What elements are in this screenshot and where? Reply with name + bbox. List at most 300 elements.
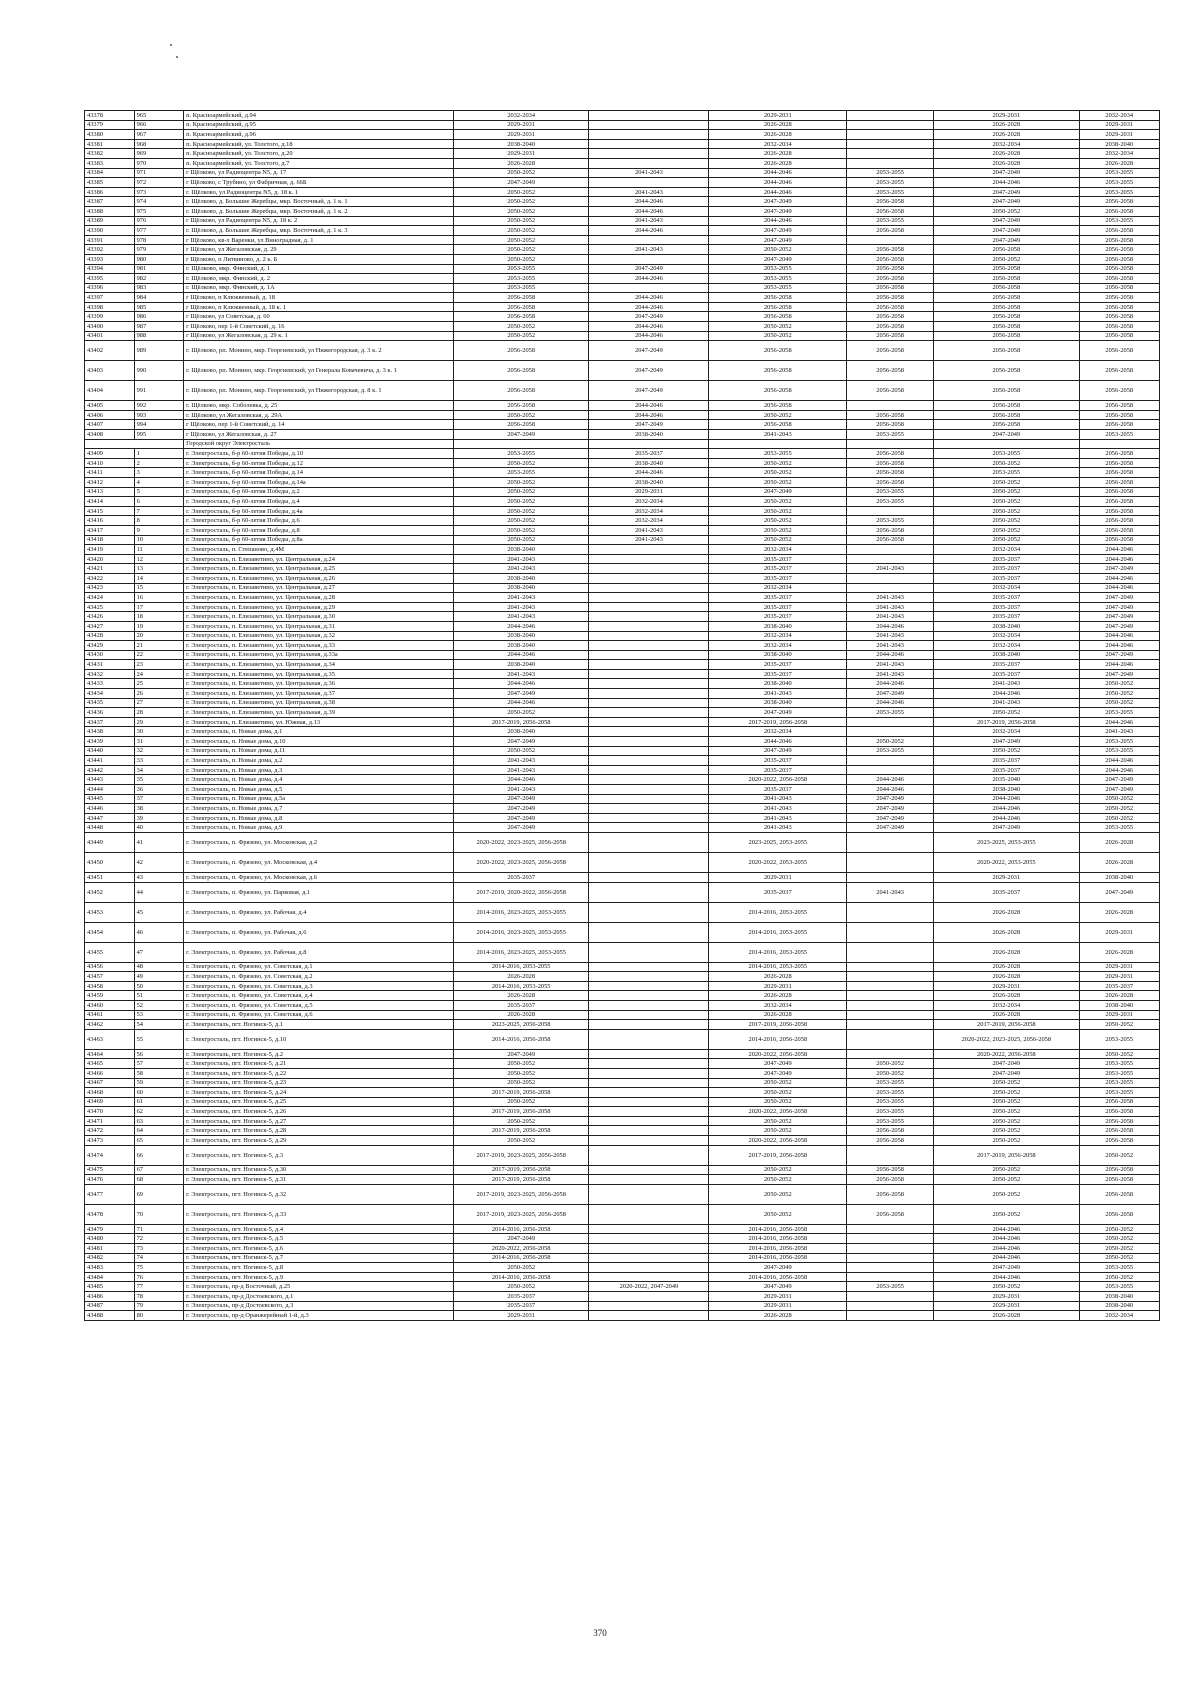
cell-col-e: 2050-2052 <box>934 1107 1079 1117</box>
cell-col-a: 2047-2049 <box>453 823 588 833</box>
cell-col-b <box>589 283 709 293</box>
cell-row-id: 43383 <box>85 158 135 168</box>
cell-col-b: 2032-2034 <box>589 497 709 507</box>
cell-row-id: 43395 <box>85 274 135 284</box>
cell-col-f: 2038-2040 <box>1079 1000 1159 1010</box>
table-row <box>85 274 1160 284</box>
cell-col-d: 2053-2055 <box>847 746 934 756</box>
cell-row-id: 43380 <box>85 130 135 140</box>
table-row <box>85 1244 1160 1254</box>
cell-col-e: 2047-2049 <box>934 1068 1079 1078</box>
cell-row-num: 965 <box>134 111 184 121</box>
cell-address: г. Электросталь, п. Фрязево, ул. Парковая, д.1 <box>184 882 454 902</box>
cell-col-e: 2035-2037 <box>934 573 1079 583</box>
cell-row-id: 43396 <box>85 283 135 293</box>
cell-col-e: 2026-2028 <box>934 962 1079 972</box>
cell-col-b <box>589 1165 709 1175</box>
cell-col-a: 2053-2055 <box>453 283 588 293</box>
cell-row-num: 17 <box>134 602 184 612</box>
cell-col-a: 2014-2016, 2056-2058 <box>453 1272 588 1282</box>
cell-col-c: 2047-2049 <box>709 206 847 216</box>
cell-col-f: 2056-2058 <box>1079 1204 1159 1224</box>
cell-col-c: 2017-2019, 2056-2058 <box>709 717 847 727</box>
table-row <box>85 497 1160 507</box>
cell-col-e: 2035-2037 <box>934 602 1079 612</box>
cell-col-c: 2014-2016, 2056-2058 <box>709 1029 847 1049</box>
cell-row-num: 21 <box>134 641 184 651</box>
cell-col-f: 2047-2049 <box>1079 564 1159 574</box>
cell-col-c: 2056-2058 <box>709 302 847 312</box>
cell-col-b: 2041-2043 <box>589 168 709 178</box>
cell-address: г. Электросталь, п. Елизаветино, ул. Центральная, д.34 <box>184 660 454 670</box>
cell-address: г. Электросталь, п. Фрязево, ул. Московская, д.2 <box>184 832 454 852</box>
cell-col-c: 2050-2052 <box>709 322 847 332</box>
cell-col-e: 2050-2052 <box>934 516 1079 526</box>
cell-col-e: 2050-2052 <box>934 1282 1079 1292</box>
cell-col-e: 2050-2052 <box>934 506 1079 516</box>
cell-col-d: 2056-2058 <box>847 468 934 478</box>
table-row <box>85 458 1160 468</box>
cell-col-d <box>847 1253 934 1263</box>
cell-col-e: 2029-2031 <box>934 1292 1079 1302</box>
cell-col-b <box>589 708 709 718</box>
cell-col-f: 2047-2049 <box>1079 602 1159 612</box>
cell-col-d: 2044-2046 <box>847 621 934 631</box>
cell-row-num: 967 <box>134 130 184 140</box>
cell-col-a: 2026-2028 <box>453 158 588 168</box>
cell-col-b <box>589 1204 709 1224</box>
cell-col-c: 2017-2019, 2056-2058 <box>709 1020 847 1030</box>
cell-address: г. Электросталь, пгт. Ногинск-5, д.7 <box>184 1253 454 1263</box>
cell-col-b: 2047-2049 <box>589 341 709 361</box>
cell-col-b: 2044-2046 <box>589 197 709 207</box>
cell-address: г. Электросталь, б-р 60-летия Победы, д.10 <box>184 449 454 459</box>
cell-col-c: 2026-2028 <box>709 120 847 130</box>
cell-row-id: 43413 <box>85 487 135 497</box>
cell-col-f: 2056-2058 <box>1079 381 1159 401</box>
cell-address: г. Электросталь, п. Елизаветино, ул. Центральная, д.29 <box>184 602 454 612</box>
table-row <box>85 698 1160 708</box>
cell-col-c: 2056-2058 <box>709 341 847 361</box>
cell-address: п. Красноармейский, ул. Толстого, д.7 <box>184 158 454 168</box>
cell-col-a: 2050-2052 <box>453 497 588 507</box>
cell-col-c: 2050-2052 <box>709 506 847 516</box>
cell-col-a: 2050-2052 <box>453 1282 588 1292</box>
cell-col-d: 2056-2058 <box>847 410 934 420</box>
cell-row-id: 43453 <box>85 902 135 922</box>
cell-row-num: 966 <box>134 120 184 130</box>
cell-row-num: 10 <box>134 535 184 545</box>
cell-address: г. Электросталь, пгт. Ногинск-5, д.10 <box>184 1029 454 1049</box>
cell-col-a: 2038-2040 <box>453 727 588 737</box>
cell-col-c: 2035-2037 <box>709 669 847 679</box>
table-row <box>85 1224 1160 1234</box>
cell-address: г. Электросталь, пгт. Ногинск-5, д.33 <box>184 1204 454 1224</box>
cell-col-b <box>589 602 709 612</box>
cell-col-b: 2044-2046 <box>589 302 709 312</box>
cell-col-f: 2050-2052 <box>1079 813 1159 823</box>
cell-col-c: 2050-2052 <box>709 1126 847 1136</box>
cell-col-c: 2017-2019, 2056-2058 <box>709 1145 847 1165</box>
cell-col-e: 2020-2022, 2023-2025, 2056-2058 <box>934 1029 1079 1049</box>
cell-col-d <box>847 991 934 1001</box>
cell-row-id: 43423 <box>85 583 135 593</box>
section-heading: Городской округ Электросталь <box>184 439 454 449</box>
cell-col-f: 2053-2055 <box>1079 1059 1159 1069</box>
cell-col-a: 2020-2022, 2056-2058 <box>453 1244 588 1254</box>
cell-row-id: 43384 <box>85 168 135 178</box>
cell-col-f: 2038-2040 <box>1079 1301 1159 1311</box>
cell-col-d: 2047-2049 <box>847 689 934 699</box>
cell-col-b <box>589 1068 709 1078</box>
cell-col-e: 2044-2046 <box>934 794 1079 804</box>
table-row <box>85 981 1160 991</box>
cell-col-d <box>847 506 934 516</box>
cell-col-e: 2026-2028 <box>934 972 1079 982</box>
table-row <box>85 187 1160 197</box>
cell-address: г. Электросталь, п. Фрязево, ул. Советская, д.6 <box>184 1010 454 1020</box>
cell-row-id: 43474 <box>85 1145 135 1165</box>
cell-col-d: 2056-2058 <box>847 478 934 488</box>
cell-col-d: 2056-2058 <box>847 1126 934 1136</box>
cell-address: г Щёлково, с Трубино, ул Фабричная, д. 66Б <box>184 178 454 188</box>
cell-col-e: 2047-2049 <box>934 235 1079 245</box>
cell-row-id: 43482 <box>85 1253 135 1263</box>
cell-row-id: 43415 <box>85 506 135 516</box>
cell-row-id: 43449 <box>85 832 135 852</box>
table-row <box>85 631 1160 641</box>
cell-row-num: 70 <box>134 1204 184 1224</box>
cell-col-c: 2032-2034 <box>709 631 847 641</box>
cell-col-c: 2014-2016, 2053-2055 <box>709 942 847 962</box>
cell-address: г. Электросталь, пгт. Ногинск-5, д.6 <box>184 1244 454 1254</box>
cell-col-b <box>589 1292 709 1302</box>
cell-col-a: 2017-2019, 2023-2025, 2056-2058 <box>453 1145 588 1165</box>
table-row <box>85 573 1160 583</box>
cell-row-num: 49 <box>134 972 184 982</box>
cell-col-f: 2056-2058 <box>1079 293 1159 303</box>
cell-col-a: 2050-2052 <box>453 206 588 216</box>
cell-address: г. Электросталь, б-р 60-летия Победы, д.14 <box>184 468 454 478</box>
cell-row-num: 993 <box>134 410 184 420</box>
cell-col-b: 2044-2046 <box>589 401 709 411</box>
cell-col-b <box>589 1078 709 1088</box>
cell-col-b: 2044-2046 <box>589 410 709 420</box>
cell-col-e: 2035-2037 <box>934 765 1079 775</box>
cell-col-c: 2020-2022, 2056-2058 <box>709 1136 847 1146</box>
cell-col-c: 2050-2052 <box>709 516 847 526</box>
cell-col-c: 2056-2058 <box>709 420 847 430</box>
cell-col-b <box>589 1244 709 1254</box>
cell-col-b <box>589 669 709 679</box>
cell-col-d: 2053-2055 <box>847 216 934 226</box>
cell-col-c: 2047-2049 <box>709 708 847 718</box>
table-row <box>85 1136 1160 1146</box>
cell-col-e: 2032-2034 <box>934 583 1079 593</box>
cell-row-id: 43479 <box>85 1224 135 1234</box>
cell-col-c: 2053-2055 <box>709 264 847 274</box>
cell-col-a: 2041-2043 <box>453 612 588 622</box>
cell-col-a: 2041-2043 <box>453 564 588 574</box>
cell-col-c: 2020-2022, 2053-2055 <box>709 852 847 872</box>
cell-row-id: 43460 <box>85 1000 135 1010</box>
cell-address: п. Красноармейский, ул. Толстого, д.20 <box>184 149 454 159</box>
cell-col-d <box>847 1145 934 1165</box>
cell-row-num: 14 <box>134 573 184 583</box>
cell-address: г. Электросталь, п. Елизаветино, ул. Южная, д.13 <box>184 717 454 727</box>
cell-row-id: 43457 <box>85 972 135 982</box>
cell-col-c: 2035-2037 <box>709 765 847 775</box>
cell-col-a: 2050-2052 <box>453 746 588 756</box>
cell-col-a: 2050-2052 <box>453 226 588 236</box>
table-row <box>85 794 1160 804</box>
cell-col-f: 2047-2049 <box>1079 882 1159 902</box>
cell-col-e: 2032-2034 <box>934 727 1079 737</box>
table-row <box>85 302 1160 312</box>
cell-col-f: 2038-2040 <box>1079 872 1159 882</box>
cell-row-id: 43420 <box>85 554 135 564</box>
cell-row-num: 53 <box>134 1010 184 1020</box>
cell-col-c: 2053-2055 <box>709 274 847 284</box>
cell-col-c: 2014-2016, 2053-2055 <box>709 922 847 942</box>
cell-col-d: 2056-2058 <box>847 525 934 535</box>
cell-address: г. Электросталь, п. Елизаветино, ул. Центральная, д.35 <box>184 669 454 679</box>
cell-row-num: 31 <box>134 737 184 747</box>
cell-col-c: 2047-2049 <box>709 1263 847 1273</box>
cell-col-b <box>589 235 709 245</box>
cell-col-f: 2053-2055 <box>1079 708 1159 718</box>
cell-col-b <box>589 1234 709 1244</box>
cell-address: г. Электросталь, пр-д Оранжерейный 1-й, д.3 <box>184 1311 454 1321</box>
cell-col-f: 2053-2055 <box>1079 187 1159 197</box>
cell-col-b <box>589 1145 709 1165</box>
cell-address: г. Электросталь, п. Елизаветино, ул. Центральная, д.24 <box>184 554 454 564</box>
cell-col-b <box>589 717 709 727</box>
table-row <box>85 168 1160 178</box>
cell-col-c: 2047-2049 <box>709 487 847 497</box>
cell-col-a: 2050-2052 <box>453 516 588 526</box>
cell-row-num: 79 <box>134 1301 184 1311</box>
cell-row-id: 43445 <box>85 794 135 804</box>
cell-col-d: 2056-2058 <box>847 283 934 293</box>
cell-col-d: 2056-2058 <box>847 1136 934 1146</box>
cell-col-f: 2053-2055 <box>1079 178 1159 188</box>
cell-col-a: 2038-2040 <box>453 139 588 149</box>
table-row <box>85 942 1160 962</box>
cell-col-a: 2038-2040 <box>453 573 588 583</box>
cell-col-f: 2026-2028 <box>1079 158 1159 168</box>
cell-row-id: 43459 <box>85 991 135 1001</box>
cell-col-e: 2020-2022, 2053-2055 <box>934 852 1079 872</box>
cell-col-f: 2056-2058 <box>1079 410 1159 420</box>
cell-address: г. Электросталь, б-р 60-летия Победы, д.14а <box>184 478 454 488</box>
cell-col-b <box>589 1175 709 1185</box>
cell-col-a: 2050-2052 <box>453 1097 588 1107</box>
cell-col-c: 2053-2055 <box>709 283 847 293</box>
cell-col-d <box>847 573 934 583</box>
cell-row-num: 2 <box>134 458 184 468</box>
cell-col-f: 2053-2055 <box>1079 1282 1159 1292</box>
cell-col-c: 2047-2049 <box>709 254 847 264</box>
cell-address: г. Электросталь, п. Елизаветино, ул. Центральная, д.32 <box>184 631 454 641</box>
table-row <box>85 1000 1160 1010</box>
cell-address: г. Электросталь, п. Степаново, д.4М <box>184 545 454 555</box>
cell-col-a: 2047-2049 <box>453 1234 588 1244</box>
cell-address: г. Электросталь, п. Елизаветино, ул. Центральная, д.33а <box>184 650 454 660</box>
cell-row-num: 23 <box>134 660 184 670</box>
cell-col-e: 2026-2028 <box>934 942 1079 962</box>
cell-col-e: 2026-2028 <box>934 120 1079 130</box>
cell-row-id: 43455 <box>85 942 135 962</box>
cell-col-e: 2044-2046 <box>934 1244 1079 1254</box>
cell-address: г Щёлково, пер 1-й Советский, д. 16 <box>184 322 454 332</box>
cell-col-a: 2026-2028 <box>453 972 588 982</box>
cell-col-c: 2044-2046 <box>709 216 847 226</box>
cell-address: г. Электросталь, п. Фрязево, ул. Советская, д.2 <box>184 972 454 982</box>
cell-row-id: 43447 <box>85 813 135 823</box>
cell-col-d: 2047-2049 <box>847 823 934 833</box>
cell-row-id: 43484 <box>85 1272 135 1282</box>
cell-col-e: 2056-2058 <box>934 420 1079 430</box>
cell-col-b <box>589 1010 709 1020</box>
cell-row-id: 43409 <box>85 449 135 459</box>
cell-col-e: 2035-2037 <box>934 612 1079 622</box>
table-row <box>85 621 1160 631</box>
cell-col-f: 2044-2046 <box>1079 641 1159 651</box>
cell-col-a: 2026-2028 <box>453 991 588 1001</box>
cell-row-id: 43444 <box>85 785 135 795</box>
cell-col-a: 2047-2049 <box>453 430 588 440</box>
cell-col-e: 2053-2055 <box>934 468 1079 478</box>
empty-cell <box>453 439 588 449</box>
cell-row-id: 43467 <box>85 1078 135 1088</box>
cell-col-e: 2035-2037 <box>934 564 1079 574</box>
cell-col-f: 2050-2052 <box>1079 1020 1159 1030</box>
cell-col-c: 2038-2040 <box>709 621 847 631</box>
cell-col-e: 2047-2049 <box>934 737 1079 747</box>
cell-col-a: 2044-2046 <box>453 698 588 708</box>
cell-address: г. Электросталь, пр-д Достоевского, д.1 <box>184 1292 454 1302</box>
cell-row-id: 43429 <box>85 641 135 651</box>
cell-row-id: 43454 <box>85 922 135 942</box>
cell-col-c: 2035-2037 <box>709 756 847 766</box>
cell-col-f: 2056-2058 <box>1079 197 1159 207</box>
cell-col-f: 2056-2058 <box>1079 1165 1159 1175</box>
cell-col-e: 2056-2058 <box>934 302 1079 312</box>
cell-col-b: 2041-2043 <box>589 535 709 545</box>
table-row <box>85 669 1160 679</box>
table-row <box>85 1029 1160 1049</box>
cell-col-a: 2050-2052 <box>453 478 588 488</box>
cell-col-b <box>589 775 709 785</box>
cell-col-b <box>589 1020 709 1030</box>
cell-col-b <box>589 120 709 130</box>
cell-col-c: 2026-2028 <box>709 158 847 168</box>
cell-row-id: 43487 <box>85 1301 135 1311</box>
cell-col-b <box>589 593 709 603</box>
table-row <box>85 902 1160 922</box>
cell-col-e: 2044-2046 <box>934 813 1079 823</box>
cell-col-f: 2053-2055 <box>1079 746 1159 756</box>
cell-col-a: 2050-2052 <box>453 1263 588 1273</box>
cell-col-c: 2050-2052 <box>709 1097 847 1107</box>
cell-col-c: 2050-2052 <box>709 245 847 255</box>
cell-row-id: 43432 <box>85 669 135 679</box>
table-row <box>85 139 1160 149</box>
cell-address: г Щёлково, п Клюквенный, д. 18 <box>184 293 454 303</box>
cell-col-a: 2035-2037 <box>453 1000 588 1010</box>
cell-col-f: 2035-2037 <box>1079 981 1159 991</box>
cell-row-num: 39 <box>134 813 184 823</box>
cell-address: г. Электросталь, пгт. Ногинск-5, д.26 <box>184 1107 454 1117</box>
cell-col-b <box>589 942 709 962</box>
cell-col-b <box>589 631 709 641</box>
cell-col-e: 2035-2037 <box>934 660 1079 670</box>
cell-col-e: 2026-2028 <box>934 1311 1079 1321</box>
table-row <box>85 689 1160 699</box>
cell-col-b <box>589 804 709 814</box>
cell-col-e: 2050-2052 <box>934 1184 1079 1204</box>
table-row <box>85 650 1160 660</box>
cell-col-f: 2056-2058 <box>1079 1126 1159 1136</box>
cell-col-d <box>847 149 934 159</box>
cell-col-d: 2041-2043 <box>847 660 934 670</box>
cell-address: г. Электросталь, п. Новые дома, д.1 <box>184 727 454 737</box>
cell-row-num: 41 <box>134 832 184 852</box>
cell-col-f: 2038-2040 <box>1079 1292 1159 1302</box>
cell-col-b <box>589 1263 709 1273</box>
cell-address: г. Электросталь, п. Елизаветино, ул. Центральная, д.28 <box>184 593 454 603</box>
cell-col-d <box>847 852 934 872</box>
cell-row-num: 45 <box>134 902 184 922</box>
cell-col-a: 2014-2016, 2053-2055 <box>453 981 588 991</box>
cell-col-b <box>589 962 709 972</box>
cell-address: г. Щёлково, мкр. Финский, д. 2 <box>184 274 454 284</box>
cell-row-num: 987 <box>134 322 184 332</box>
cell-col-f: 2050-2052 <box>1079 698 1159 708</box>
cell-row-num: 68 <box>134 1175 184 1185</box>
cell-col-a: 2056-2058 <box>453 401 588 411</box>
cell-col-d <box>847 832 934 852</box>
cell-row-num: 6 <box>134 497 184 507</box>
table-row <box>85 1088 1160 1098</box>
cell-col-d: 2056-2058 <box>847 1184 934 1204</box>
cell-address: г. Электросталь, п. Фрязево, ул. Советская, д.5 <box>184 1000 454 1010</box>
table-row <box>85 1010 1160 1020</box>
cell-row-id: 43466 <box>85 1068 135 1078</box>
cell-col-f: 2029-2031 <box>1079 972 1159 982</box>
cell-col-d: 2056-2058 <box>847 381 934 401</box>
cell-col-f: 2044-2046 <box>1079 765 1159 775</box>
cell-col-f: 2032-2034 <box>1079 111 1159 121</box>
cell-col-e: 2029-2031 <box>934 872 1079 882</box>
cell-col-d: 2041-2043 <box>847 882 934 902</box>
cell-address: г. Электросталь, п. Новые дома, д.4 <box>184 775 454 785</box>
cell-col-b: 2032-2034 <box>589 506 709 516</box>
cell-row-id: 43436 <box>85 708 135 718</box>
cell-col-d: 2053-2055 <box>847 1097 934 1107</box>
cell-address: г. Электросталь, п. Фрязево, ул. Советская, д.1 <box>184 962 454 972</box>
cell-col-c: 2032-2034 <box>709 1000 847 1010</box>
cell-row-id: 43387 <box>85 197 135 207</box>
table-row <box>85 381 1160 401</box>
cell-col-f: 2050-2052 <box>1079 1272 1159 1282</box>
cell-col-f: 2056-2058 <box>1079 245 1159 255</box>
cell-col-c: 2050-2052 <box>709 535 847 545</box>
cell-col-c: 2014-2016, 2056-2058 <box>709 1272 847 1282</box>
cell-col-e: 2035-2037 <box>934 593 1079 603</box>
cell-col-e: 2044-2046 <box>934 804 1079 814</box>
